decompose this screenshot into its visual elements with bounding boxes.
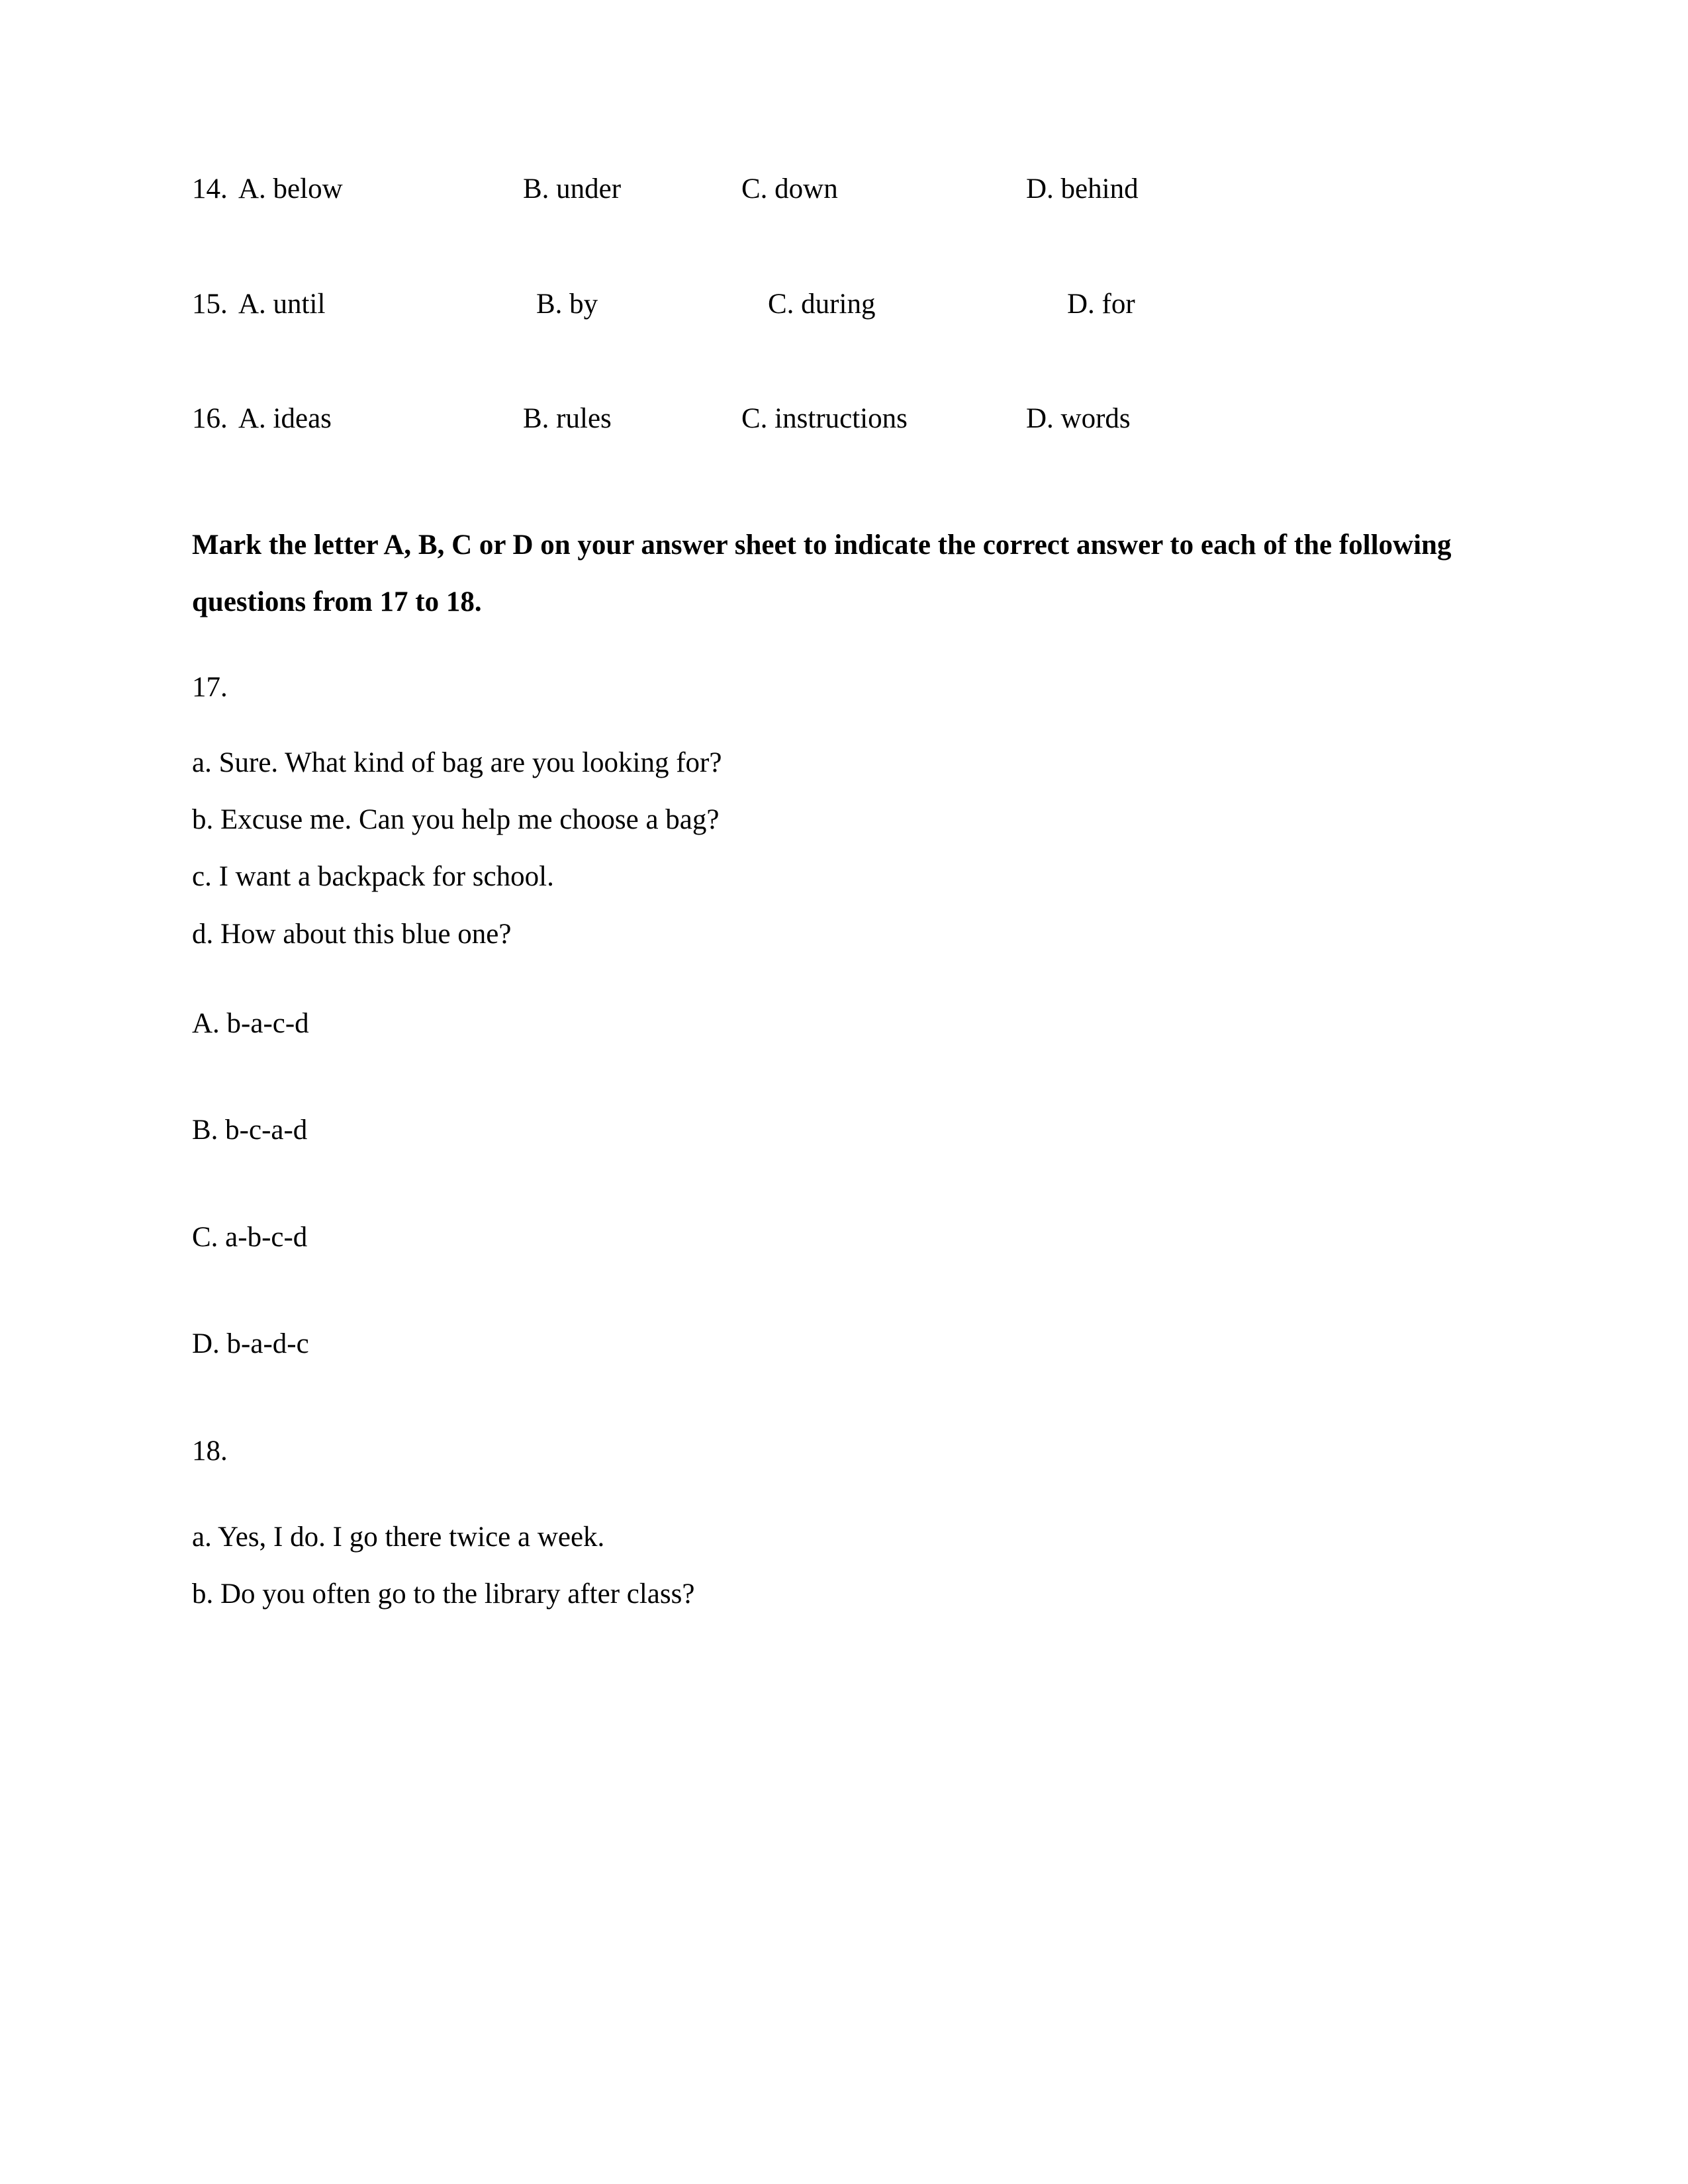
choice-b[interactable]: B. by [536,288,598,320]
question-number: 15. [192,288,228,320]
answer-option-d[interactable]: D. b-a-d-c [192,1328,309,1360]
answer-option-c[interactable]: C. a-b-c-d [192,1221,308,1253]
cloze-option-row [192,172,1523,206]
choice-a[interactable]: A. until [238,288,326,320]
question-number: 16. [192,403,228,435]
jumbled-line-a: a. Yes, I do. I go there twice a week. [192,1521,605,1553]
choice-d[interactable]: D. words [1026,403,1131,435]
question-number-17: 17. [192,671,228,703]
cloze-option-row [192,287,1523,322]
choice-c[interactable]: C. during [768,288,876,320]
question-number-18: 18. [192,1435,228,1467]
answer-option-a[interactable]: A. b-a-c-d [192,1007,309,1039]
jumbled-line-d: d. How about this blue one? [192,918,512,950]
cloze-option-row [192,402,1523,436]
choice-a[interactable]: A. ideas [238,403,332,435]
choice-b[interactable]: B. rules [523,403,612,435]
section-instruction: Mark the letter A, B, C or D on your answer sheet to indicate the correct answer to each of the following questions from 17 to 18. [192,529,1452,617]
jumbled-line-c: c. I want a backpack for school. [192,861,554,893]
choice-d[interactable]: D. behind [1026,173,1139,205]
choice-d[interactable]: D. for [1067,288,1135,320]
jumbled-line-b: b. Do you often go to the library after class? [192,1578,695,1610]
choice-b[interactable]: B. under [523,173,622,205]
choice-c[interactable]: C. down [741,173,838,205]
jumbled-line-b: b. Excuse me. Can you help me choose a bag? [192,804,720,836]
jumbled-line-a: a. Sure. What kind of bag are you looking for? [192,747,722,779]
choice-a[interactable]: A. below [238,173,343,205]
answer-option-b[interactable]: B. b-c-a-d [192,1115,308,1146]
choice-c[interactable]: C. instructions [741,403,908,435]
question-number: 14. [192,173,228,205]
